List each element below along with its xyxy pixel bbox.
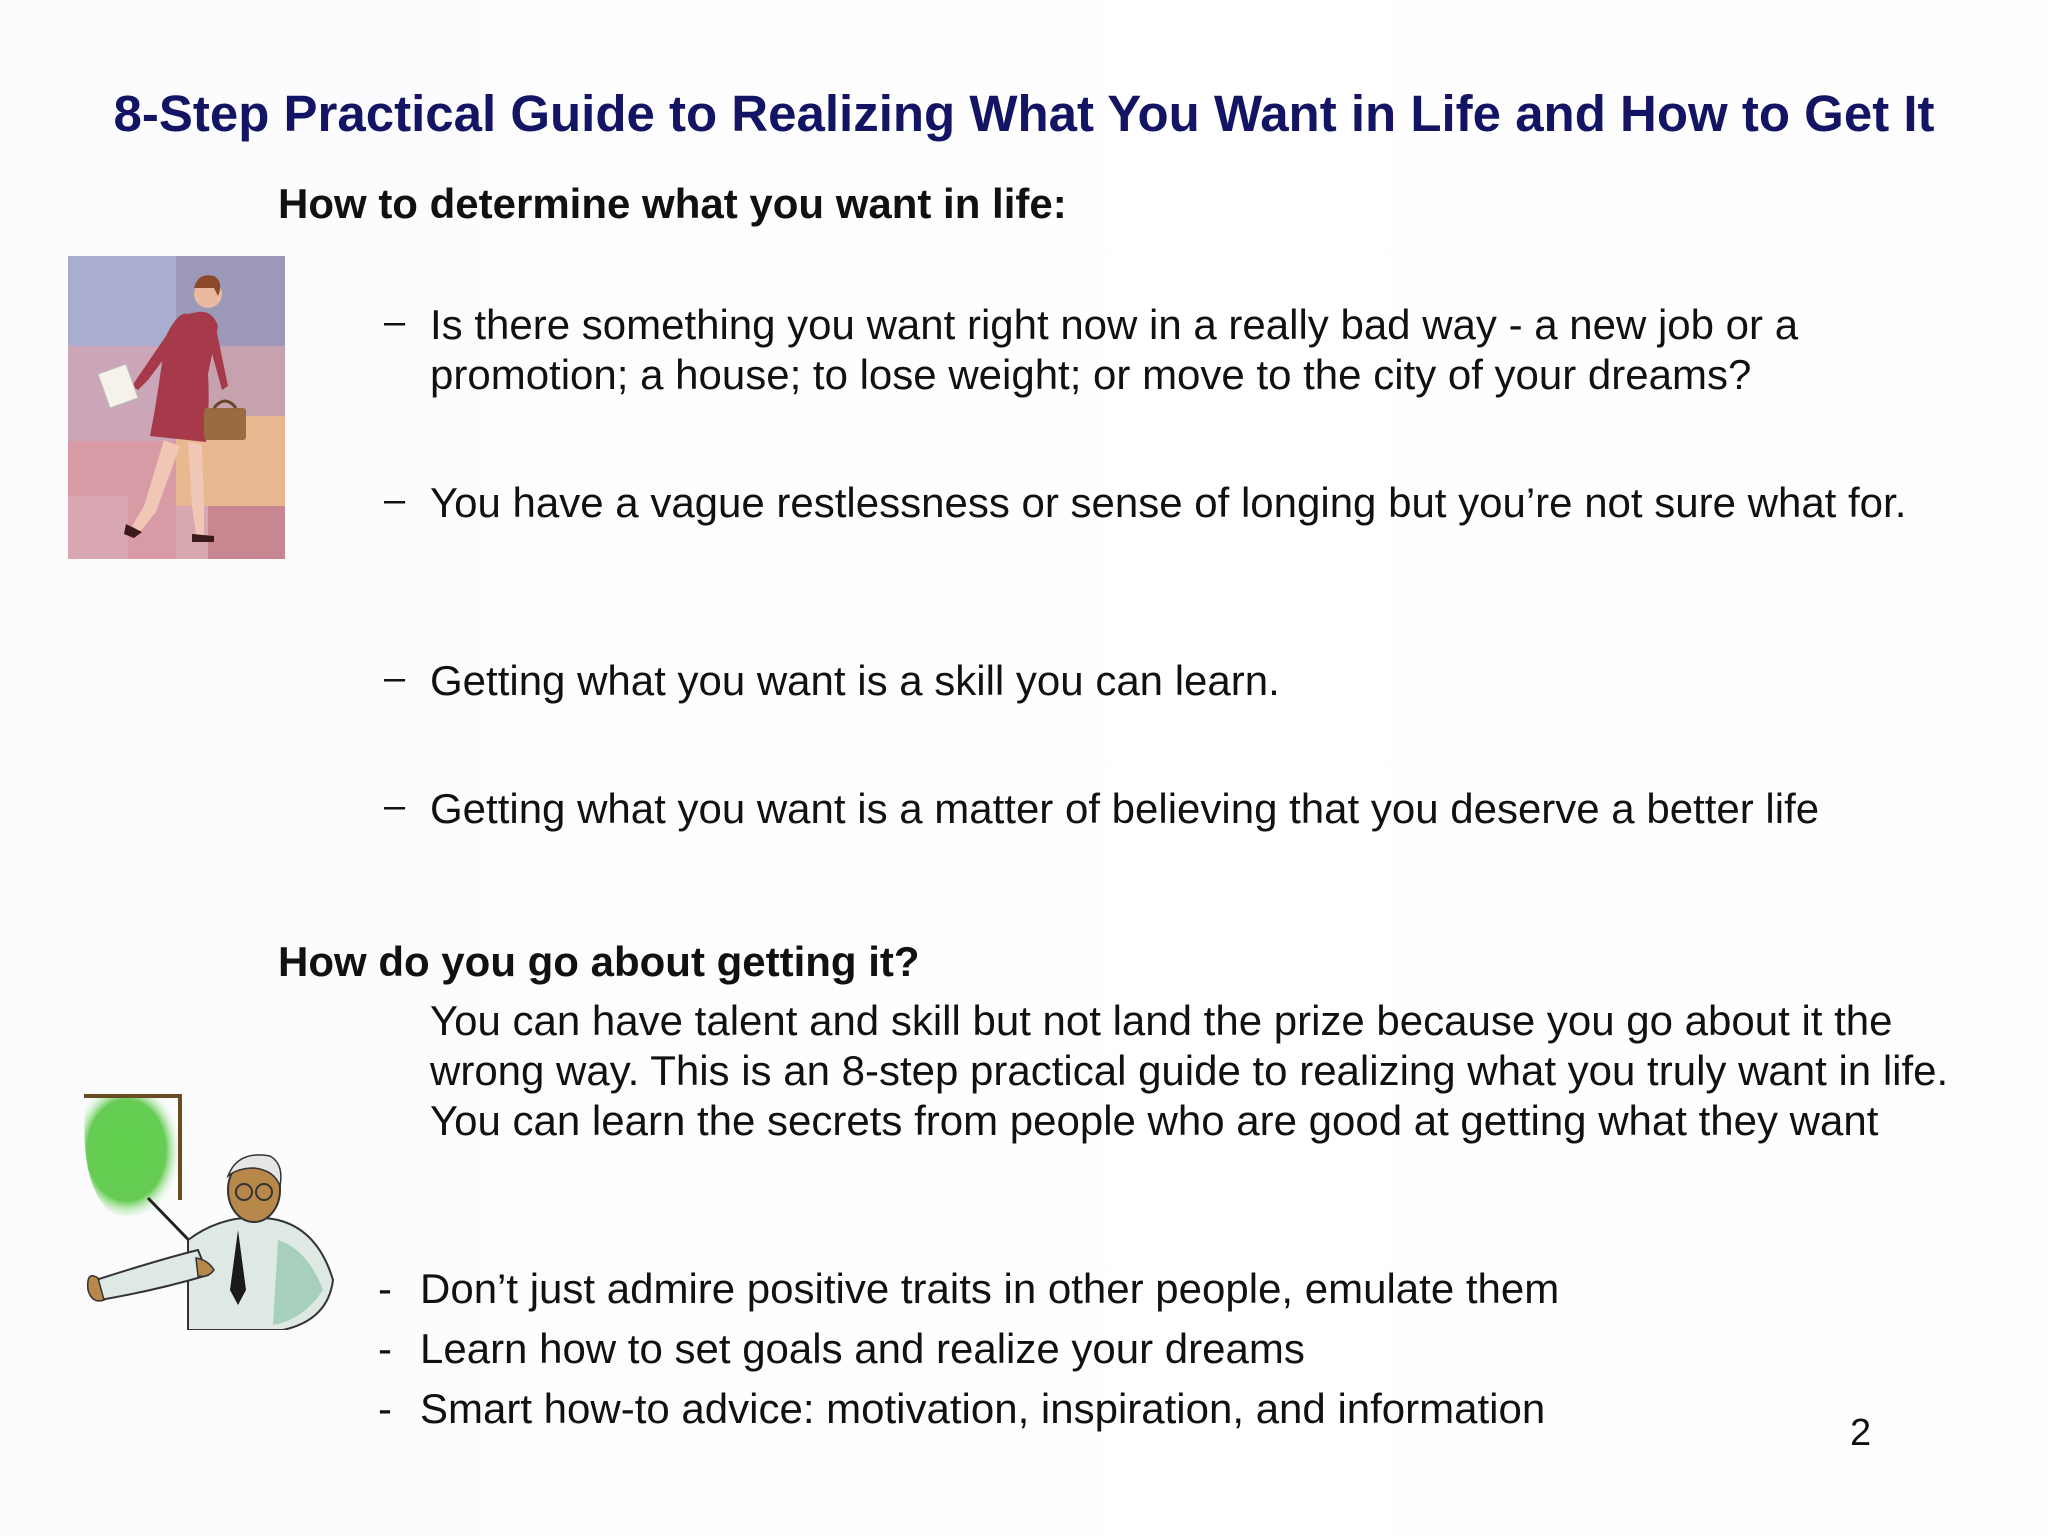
bullet-glyph: - — [378, 1325, 392, 1372]
item-dash: – — [384, 785, 406, 827]
list-item: Getting what you want is a skill you can learn. — [430, 657, 1280, 704]
list-item: Is there something you want right now in a really bad way - a new job or a promotion; a house; to lose weight; or move to the city of your dreams? — [430, 301, 1799, 398]
slide-title: 8-Step Practical Guide to Realizing What You Want in Life and How to Get It — [113, 85, 1935, 142]
list-item: You have a vague restlessness or sense of longing but you’re not sure what for. — [430, 479, 1907, 526]
page-number: 2 — [1850, 1412, 1872, 1454]
section-heading-determine: How to determine what you want in life: — [278, 180, 1067, 227]
item-dash: – — [384, 657, 406, 699]
item-dash: – — [384, 301, 406, 343]
list-item: Getting what you want is a matter of believing that you deserve a better life — [430, 785, 1820, 832]
item-dash: – — [384, 479, 406, 521]
woman-walking-clipart — [68, 256, 285, 559]
bullet-glyph: - — [378, 1265, 392, 1312]
section-heading-getting: How do you go about getting it? — [278, 938, 920, 985]
bullet-glyph: - — [378, 1385, 392, 1432]
bullet-item: Smart how-to advice: motivation, inspiration, and information — [420, 1385, 1546, 1432]
presenter-clipart — [78, 1090, 348, 1330]
bullet-item: Don’t just admire positive traits in other people, emulate them — [420, 1265, 1560, 1312]
bullet-item: Learn how to set goals and realize your dreams — [420, 1325, 1305, 1372]
intro-paragraph: You can have talent and skill but not land the prize because you go about it the wrong way. This is an 8-step practical guide to realizing what you truly want in life. You can learn the secrets from people who are good at getting what they want — [430, 997, 1949, 1144]
